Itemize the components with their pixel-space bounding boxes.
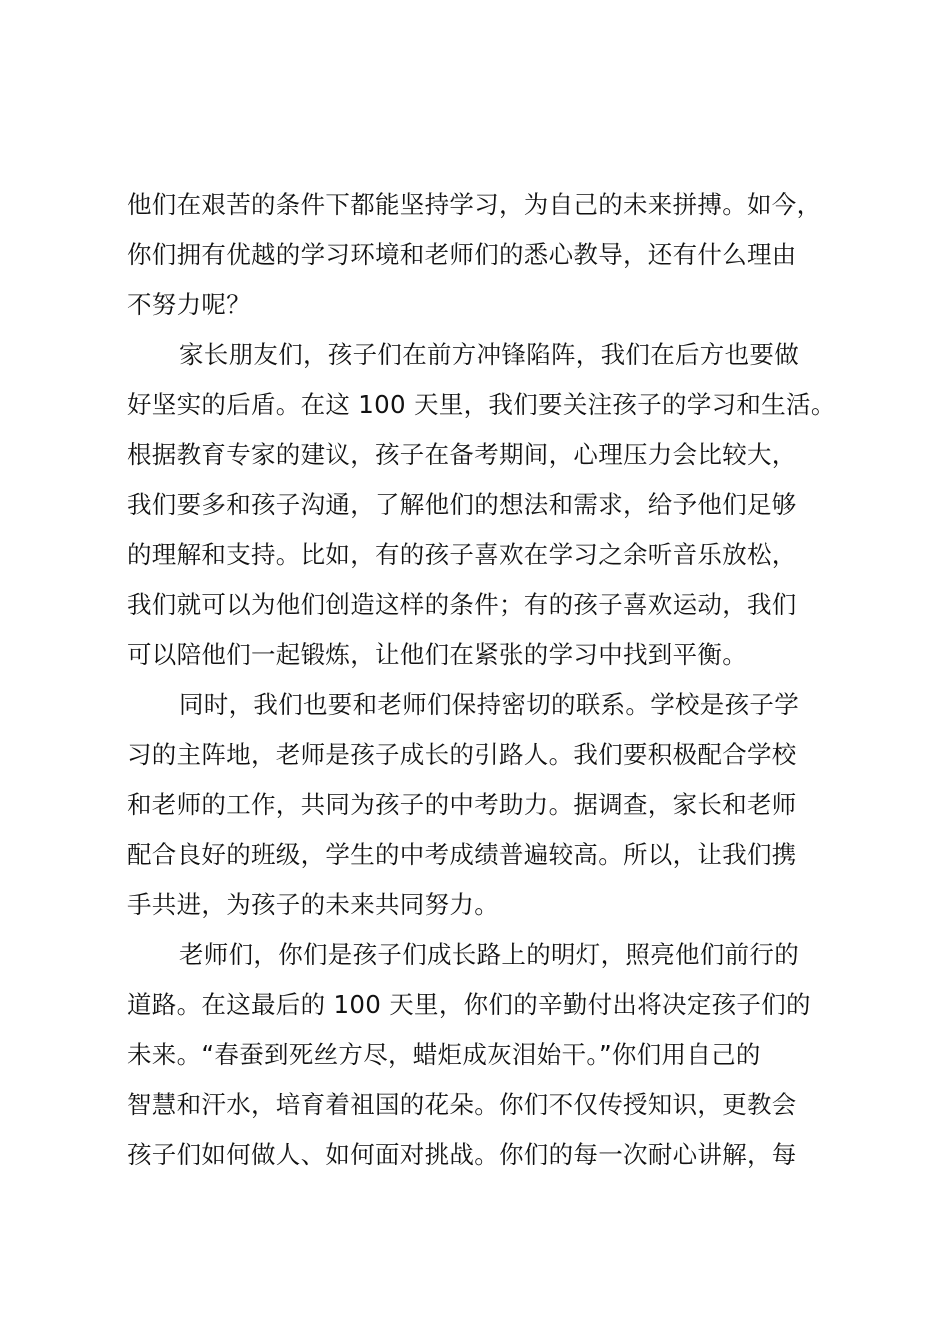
- paragraph-3: [127, 680, 837, 930]
- paragraph-4: [127, 930, 837, 1180]
- text-line: 可以陪他们一起锻炼，让他们在紧张的学习中找到平衡。: [127, 640, 747, 669]
- text-line: 他们在艰苦的条件下都能坚持学习，为自己的未来拼搏。如今，: [127, 190, 822, 219]
- text-line: 未来。“春蚕到死丝方尽，蜡炬成灰泪始干。”你们用自己的: [127, 1040, 761, 1069]
- text-line: 习的主阵地，老师是孩子成长的引路人。我们要积极配合学校: [127, 740, 797, 769]
- text-line-first: 老师们，你们是孩子们成长路上的明灯，照亮他们前行的: [179, 940, 799, 969]
- text-line: 的理解和支持。比如，有的孩子喜欢在学习之余听音乐放松，: [127, 540, 797, 569]
- text-line: 道路。在这最后的 100 天里，你们的辛勤付出将决定孩子们的: [127, 990, 811, 1019]
- text-line: 手共进，为孩子的未来共同努力。: [127, 890, 499, 919]
- text-line: 我们要多和孩子沟通，了解他们的想法和需求，给予他们足够: [127, 490, 797, 519]
- text-line: 智慧和汗水，培育着祖国的花朵。你们不仅传授知识，更教会: [127, 1090, 797, 1119]
- text-line: 我们就可以为他们创造这样的条件；有的孩子喜欢运动，我们: [127, 590, 797, 619]
- text-line: 根据教育专家的建议，孩子在备考期间，心理压力会比较大，: [127, 440, 797, 469]
- text-line: 好坚实的后盾。在这 100 天里，我们要关注孩子的学习和生活。: [127, 390, 836, 419]
- document-body: [127, 180, 837, 1180]
- text-line: 不努力呢？: [127, 290, 251, 319]
- text-line-first: 家长朋友们，孩子们在前方冲锋陷阵，我们在后方也要做: [179, 340, 799, 369]
- text-line: 孩子们如何做人、如何面对挑战。你们的每一次耐心讲解，每: [127, 1140, 797, 1169]
- paragraph-2: [127, 330, 837, 680]
- text-line-first: 同时，我们也要和老师们保持密切的联系。学校是孩子学: [179, 690, 799, 719]
- text-line: 配合良好的班级，学生的中考成绩普遍较高。所以，让我们携: [127, 840, 797, 869]
- text-line: 你们拥有优越的学习环境和老师们的悉心教导，还有什么理由: [127, 240, 797, 269]
- text-line: 和老师的工作，共同为孩子的中考助力。据调查，家长和老师: [127, 790, 797, 819]
- paragraph-1: [127, 180, 837, 330]
